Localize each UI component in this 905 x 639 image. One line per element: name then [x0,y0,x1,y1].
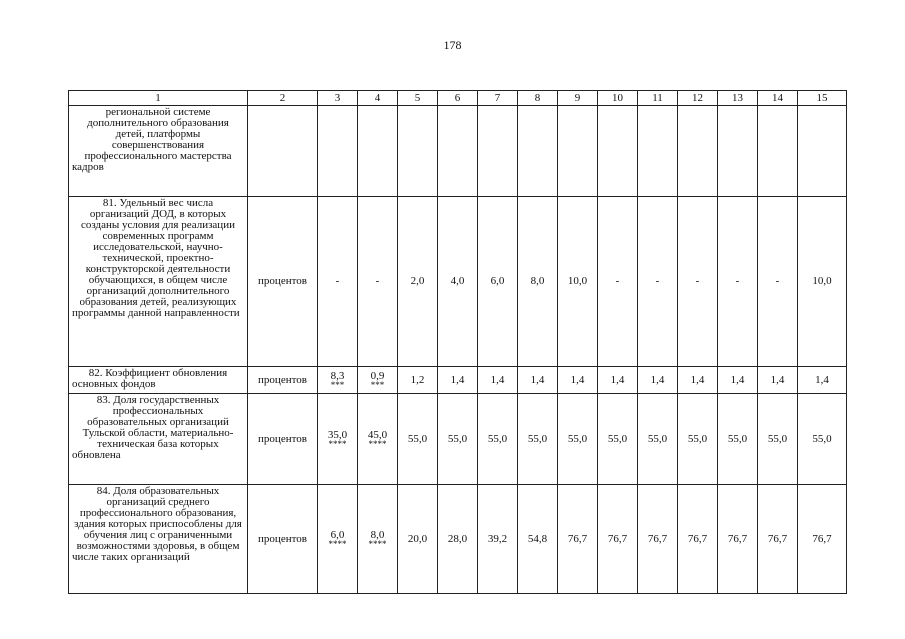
value-cell [598,367,638,394]
column-header: 10 [598,91,638,106]
value-cell [758,367,798,394]
value-cell [558,394,598,485]
table-row [69,197,847,367]
value-cell [718,394,758,485]
column-header: 9 [558,91,598,106]
value-text: 1,4 [730,373,745,386]
column-header: 4 [358,91,398,106]
footnote-marker: **** [368,439,387,449]
value-cell [558,197,598,367]
value-text: 1,4 [610,373,625,386]
value-text: 55,0 [487,432,508,445]
value-text: 55,0 [567,432,588,445]
value-cell [678,394,718,485]
value-text: 55,0 [647,432,668,445]
value-cell [598,197,638,367]
value-text: 28,0 [447,532,468,545]
value-text: 76,7 [647,532,668,545]
value-text: - [615,275,620,287]
value-text: 1,4 [690,373,705,386]
value-cell [718,367,758,394]
column-header: 6 [438,91,478,106]
value-cell [638,197,678,367]
value-text: 55,0 [687,432,708,445]
value-cell [478,394,518,485]
value-text: 55,0 [447,432,468,445]
indicator-cell: 84. Доля образовательных организаций среднего профессионального образования, здания которых приспособлены для обучения лиц с ограниченными возможностями здоровья, в общем числе таких организаций [69,485,248,594]
footnote-marker: **** [368,539,387,549]
value-text: 39,2 [487,532,508,545]
value-cell [518,485,558,594]
value-cell [758,485,798,594]
indicators-table [68,90,847,594]
value-cell [358,367,398,394]
value-text: 1,2 [410,373,425,386]
value-cell [798,367,847,394]
value-cell [718,485,758,594]
footnote-marker: *** [330,380,345,390]
value-text: 1,4 [570,373,585,386]
indicator-cell: 81. Удельный вес числа организаций ДОД, в которых созданы условия для реализации современных программ исследовательской, научно-технической, проектно-конструкторской деятельности обучающихся, в общем числе организаций дополнительного образования детей, реализующих программы данной направленности [69,197,248,367]
value-text: 45,0 [367,429,388,441]
value-cell [558,367,598,394]
value-cell [358,106,398,197]
value-text: - [335,275,340,287]
value-cell [638,106,678,197]
value-cell [598,485,638,594]
value-cell [558,106,598,197]
column-header: 2 [248,91,318,106]
value-text: 55,0 [767,432,788,445]
value-text: 76,7 [607,532,628,545]
value-cell [678,485,718,594]
value-cell [478,197,518,367]
value-cell [678,367,718,394]
page-number: 178 [443,38,462,52]
table-body [69,91,847,594]
header-row [69,91,847,106]
value-cell [798,197,847,367]
value-cell [398,106,438,197]
value-cell [798,394,847,485]
value-text: - [655,275,660,287]
value-cell [638,367,678,394]
value-text: - [695,275,700,287]
value-cell [438,106,478,197]
value-text: 55,0 [727,432,748,445]
table-row [69,394,847,485]
column-header: 15 [798,91,847,106]
value-text: 10,0 [812,275,832,287]
value-text: 8,0 [370,529,385,541]
value-text: 1,4 [450,373,465,386]
table-row [69,106,847,197]
value-cell [358,485,398,594]
value-cell [398,197,438,367]
value-text: 76,7 [812,532,832,545]
unit-cell: процентов [248,197,318,367]
value-text: 54,8 [527,532,548,545]
value-cell [318,367,358,394]
value-cell [638,394,678,485]
column-header: 1 [69,91,248,106]
footnote-marker: *** [370,380,385,390]
table-row [69,367,847,394]
value-text: 35,0 [327,429,348,441]
value-cell [758,197,798,367]
value-cell [518,394,558,485]
value-text: 0,9 [370,370,385,382]
value-text: - [375,275,380,287]
indicator-cell: 83. Доля государственных профессиональных образовательных организаций Тульской области, материально-техническая база которых обновлена [69,394,248,485]
value-text: 76,7 [767,532,788,545]
footnote-marker: **** [328,539,347,549]
value-text: 1,4 [530,373,545,386]
value-cell [638,485,678,594]
value-cell [398,394,438,485]
value-cell [318,106,358,197]
unit-cell: процентов [248,367,318,394]
value-cell [358,197,398,367]
value-text: 55,0 [607,432,628,445]
value-cell [518,367,558,394]
value-text: 1,4 [815,373,829,386]
value-text: 1,4 [770,373,785,386]
value-text: 8,3 [330,370,345,382]
indicator-cell: 82. Коэффициент обновления основных фондов [69,367,248,394]
column-header: 8 [518,91,558,106]
value-cell [398,485,438,594]
value-cell [518,197,558,367]
value-text: 55,0 [407,432,428,445]
table-row [69,485,847,594]
value-cell [478,485,518,594]
value-cell [718,197,758,367]
value-text: 76,7 [727,532,748,545]
unit-cell: процентов [248,394,318,485]
value-cell [798,106,847,197]
value-cell [398,367,438,394]
value-cell [758,394,798,485]
value-cell [438,394,478,485]
value-cell [678,197,718,367]
column-header: 7 [478,91,518,106]
value-cell [318,394,358,485]
value-text: 1,4 [650,373,665,386]
value-cell [598,106,638,197]
column-header: 12 [678,91,718,106]
value-cell [478,106,518,197]
value-text: 55,0 [812,432,832,445]
value-cell [518,106,558,197]
column-header: 3 [318,91,358,106]
value-text: 10,0 [567,275,588,287]
value-cell [358,394,398,485]
value-text: 55,0 [527,432,548,445]
indicator-cell: региональной системе дополнительного образования детей, платформы совершенствования профессионального мастерства кадров [69,106,248,197]
value-text: - [735,275,740,287]
unit-cell [248,106,318,197]
value-text: 4,0 [450,275,465,287]
value-cell [318,485,358,594]
value-cell [678,106,718,197]
column-header: 13 [718,91,758,106]
value-cell [438,367,478,394]
value-cell [438,485,478,594]
value-cell [478,367,518,394]
value-text: - [775,275,780,287]
column-header: 11 [638,91,678,106]
footnote-marker: **** [328,439,347,449]
value-text: 6,0 [330,529,345,541]
value-text: 2,0 [410,275,425,287]
value-cell [798,485,847,594]
value-text: 8,0 [530,275,545,287]
value-cell [318,197,358,367]
value-text: 6,0 [490,275,505,287]
value-text: 20,0 [407,532,428,545]
value-text: 76,7 [687,532,708,545]
value-text: 76,7 [567,532,588,545]
value-cell [598,394,638,485]
column-header: 14 [758,91,798,106]
value-cell [718,106,758,197]
column-header: 5 [398,91,438,106]
value-cell [758,106,798,197]
unit-cell: процентов [248,485,318,594]
value-text: 1,4 [490,373,505,386]
value-cell [558,485,598,594]
value-cell [438,197,478,367]
